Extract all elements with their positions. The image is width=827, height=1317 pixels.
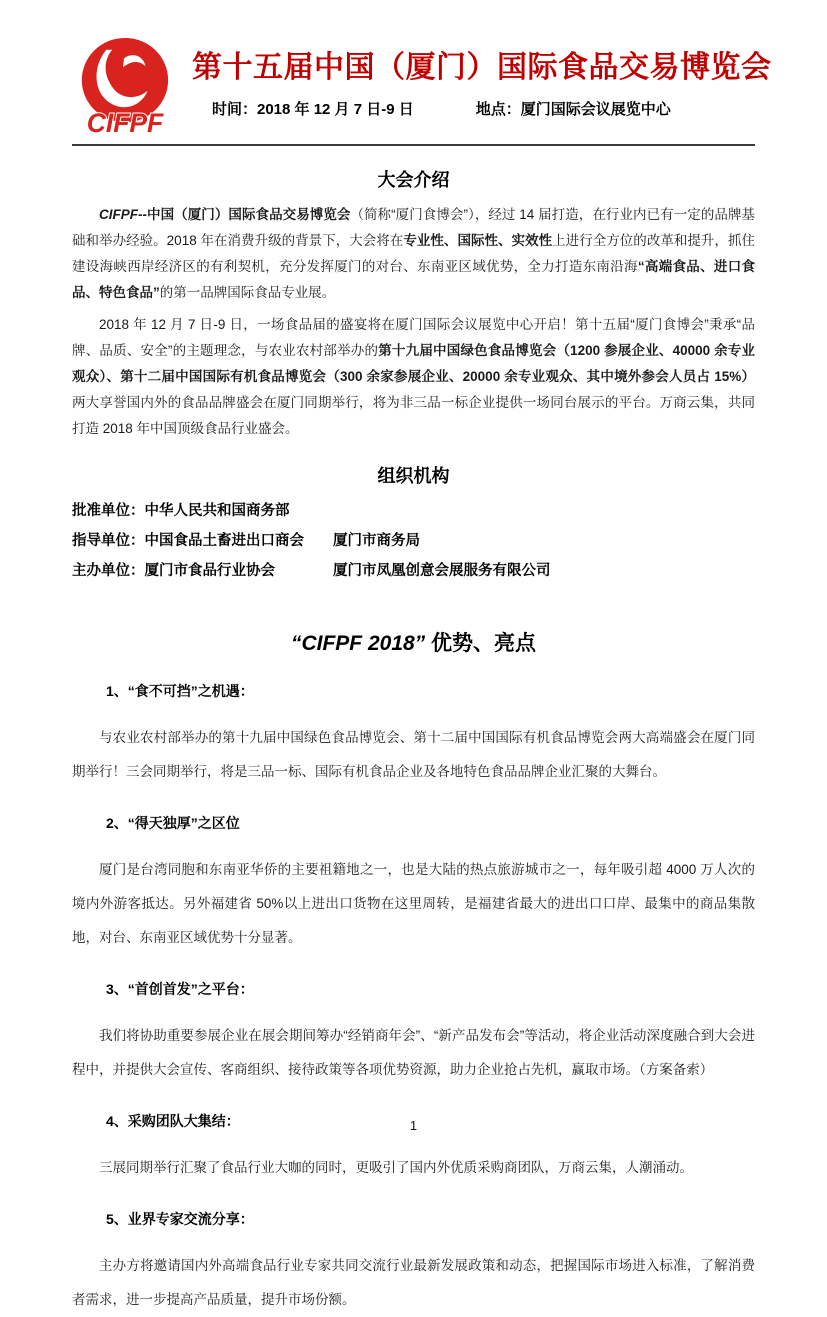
section-heading-org: 组织机构 bbox=[377, 466, 450, 486]
highlight-5-body: 主办方将邀请国内外高端食品行业专家共同交流行业最新发展政策和动态，把握国际市场进入标准，了解消费者需求，进一步提高产品质量，提升市场份额。 bbox=[72, 1258, 755, 1307]
highlight-1-head: 1、“食不可挡”之机遇： bbox=[106, 683, 254, 699]
header-text-block bbox=[184, 34, 772, 119]
highlight-1-body: 与农业农村部举办的第十九届中国绿色食品博览会、第十二届中国国际有机食品博览会两大高端盛会在厦门同期举行！三会同期举行，将是三品一标、国际有机食品企业及各地特色食品品牌企业汇聚的大舞台。 bbox=[72, 730, 755, 779]
page-title: 第十五届中国（厦门）国际食品交易博览会 bbox=[192, 51, 772, 84]
intro-paragraph-1: CIFPF--中国（厦门）国际食品交易博览会（简称“厦门食博会”），经过 14 届打造，在行业内已有一定的品牌基础和举办经验。2018 年在消费升级的背景下，大会将在专业性、国际性、实效性上进行全方位的改革和提升，抓住建设海峡西岸经济区的有利契机，充分发挥厦门的对台、东南亚区域优势，全力打造东南沿海“高端食品、进口食品、特色食品”的第一品牌国际食品专业展。 bbox=[72, 207, 756, 300]
highlight-5-head: 5、业界专家交流分享： bbox=[106, 1211, 254, 1227]
highlight-2-body: 厦门是台湾同胞和东南亚华侨的主要祖籍地之一，也是大陆的热点旅游城市之一，每年吸引超 4000 万人次的境内外游客抵达。另外福建省 50%以上进出口货物在这里周转，是福建省最大的进出口口岸、最集中的商品集散地，对台、东南亚区域优势十分显著。 bbox=[72, 862, 755, 945]
org-row-guidance: 指导单位：中国食品土畜进出口商会 厦门市商务局 bbox=[72, 533, 420, 549]
expo-logo bbox=[72, 34, 174, 138]
section-heading-intro: 大会介绍 bbox=[377, 170, 450, 190]
org-row-approval: 批准单位：中华人民共和国商务部 bbox=[72, 503, 290, 519]
event-meta bbox=[184, 98, 772, 119]
org-row-host: 主办单位：厦门市食品行业协会 厦门市凤凰创意会展服务有限公司 bbox=[72, 563, 551, 579]
event-time: 时间：2018 年 12 月 7 日-9 日 bbox=[212, 101, 414, 118]
expo-logo-wordmark: CIFPF bbox=[86, 108, 164, 139]
highlight-3-body: 我们将协助重要参展企业在展会期间筹办“经销商年会”、“新产品发布会”等活动，将企业活动深度融合到大会进程中，并提供大会宣传、客商组织、接待政策等各项优势资源，助力企业抢占先机，赢取市场。（方案备索） bbox=[72, 1028, 755, 1077]
intro-paragraph-2: 2018 年 12 月 7 日-9 日，一场食品届的盛宴将在厦门国际会议展览中心开启！第十五届“厦门食博会”秉承“品牌、品质、安全”的主题理念，与农业农村部举办的第十九届中国绿色食品博览会（1200 参展企业、40000 余专业观众）、第十二届中国国际有机食品博览会（300 余家参展企业、20000 余专业观众、其中境外参会人员占 15%）两大享誉国内外的食品品牌盛会在厦门同期举行，将为非三品一标企业提供一场同台展示的平台。万商云集，共同打造 2018 年中国顶级食品行业盛会。 bbox=[72, 317, 756, 436]
highlight-2-head: 2、“得天独厚”之区位 bbox=[106, 815, 240, 831]
highlight-4-body: 三展同期举行汇聚了食品行业大咖的同时，更吸引了国内外优质采购商团队，万商云集，人潮涌动。 bbox=[99, 1160, 693, 1175]
highlight-4-head: 4、采购团队大集结： bbox=[106, 1113, 240, 1129]
highlight-3-head: 3、“首创首发”之平台： bbox=[106, 981, 254, 997]
page-number: 1 bbox=[409, 1118, 418, 1133]
event-location: 地点：厦门国际会议展览中心 bbox=[475, 101, 671, 118]
expo-logo-icon bbox=[72, 34, 174, 138]
header-divider bbox=[72, 144, 755, 146]
section-heading-highlights: “CIFPF 2018” 优势、亮点 bbox=[290, 632, 537, 655]
document-header bbox=[72, 34, 772, 139]
